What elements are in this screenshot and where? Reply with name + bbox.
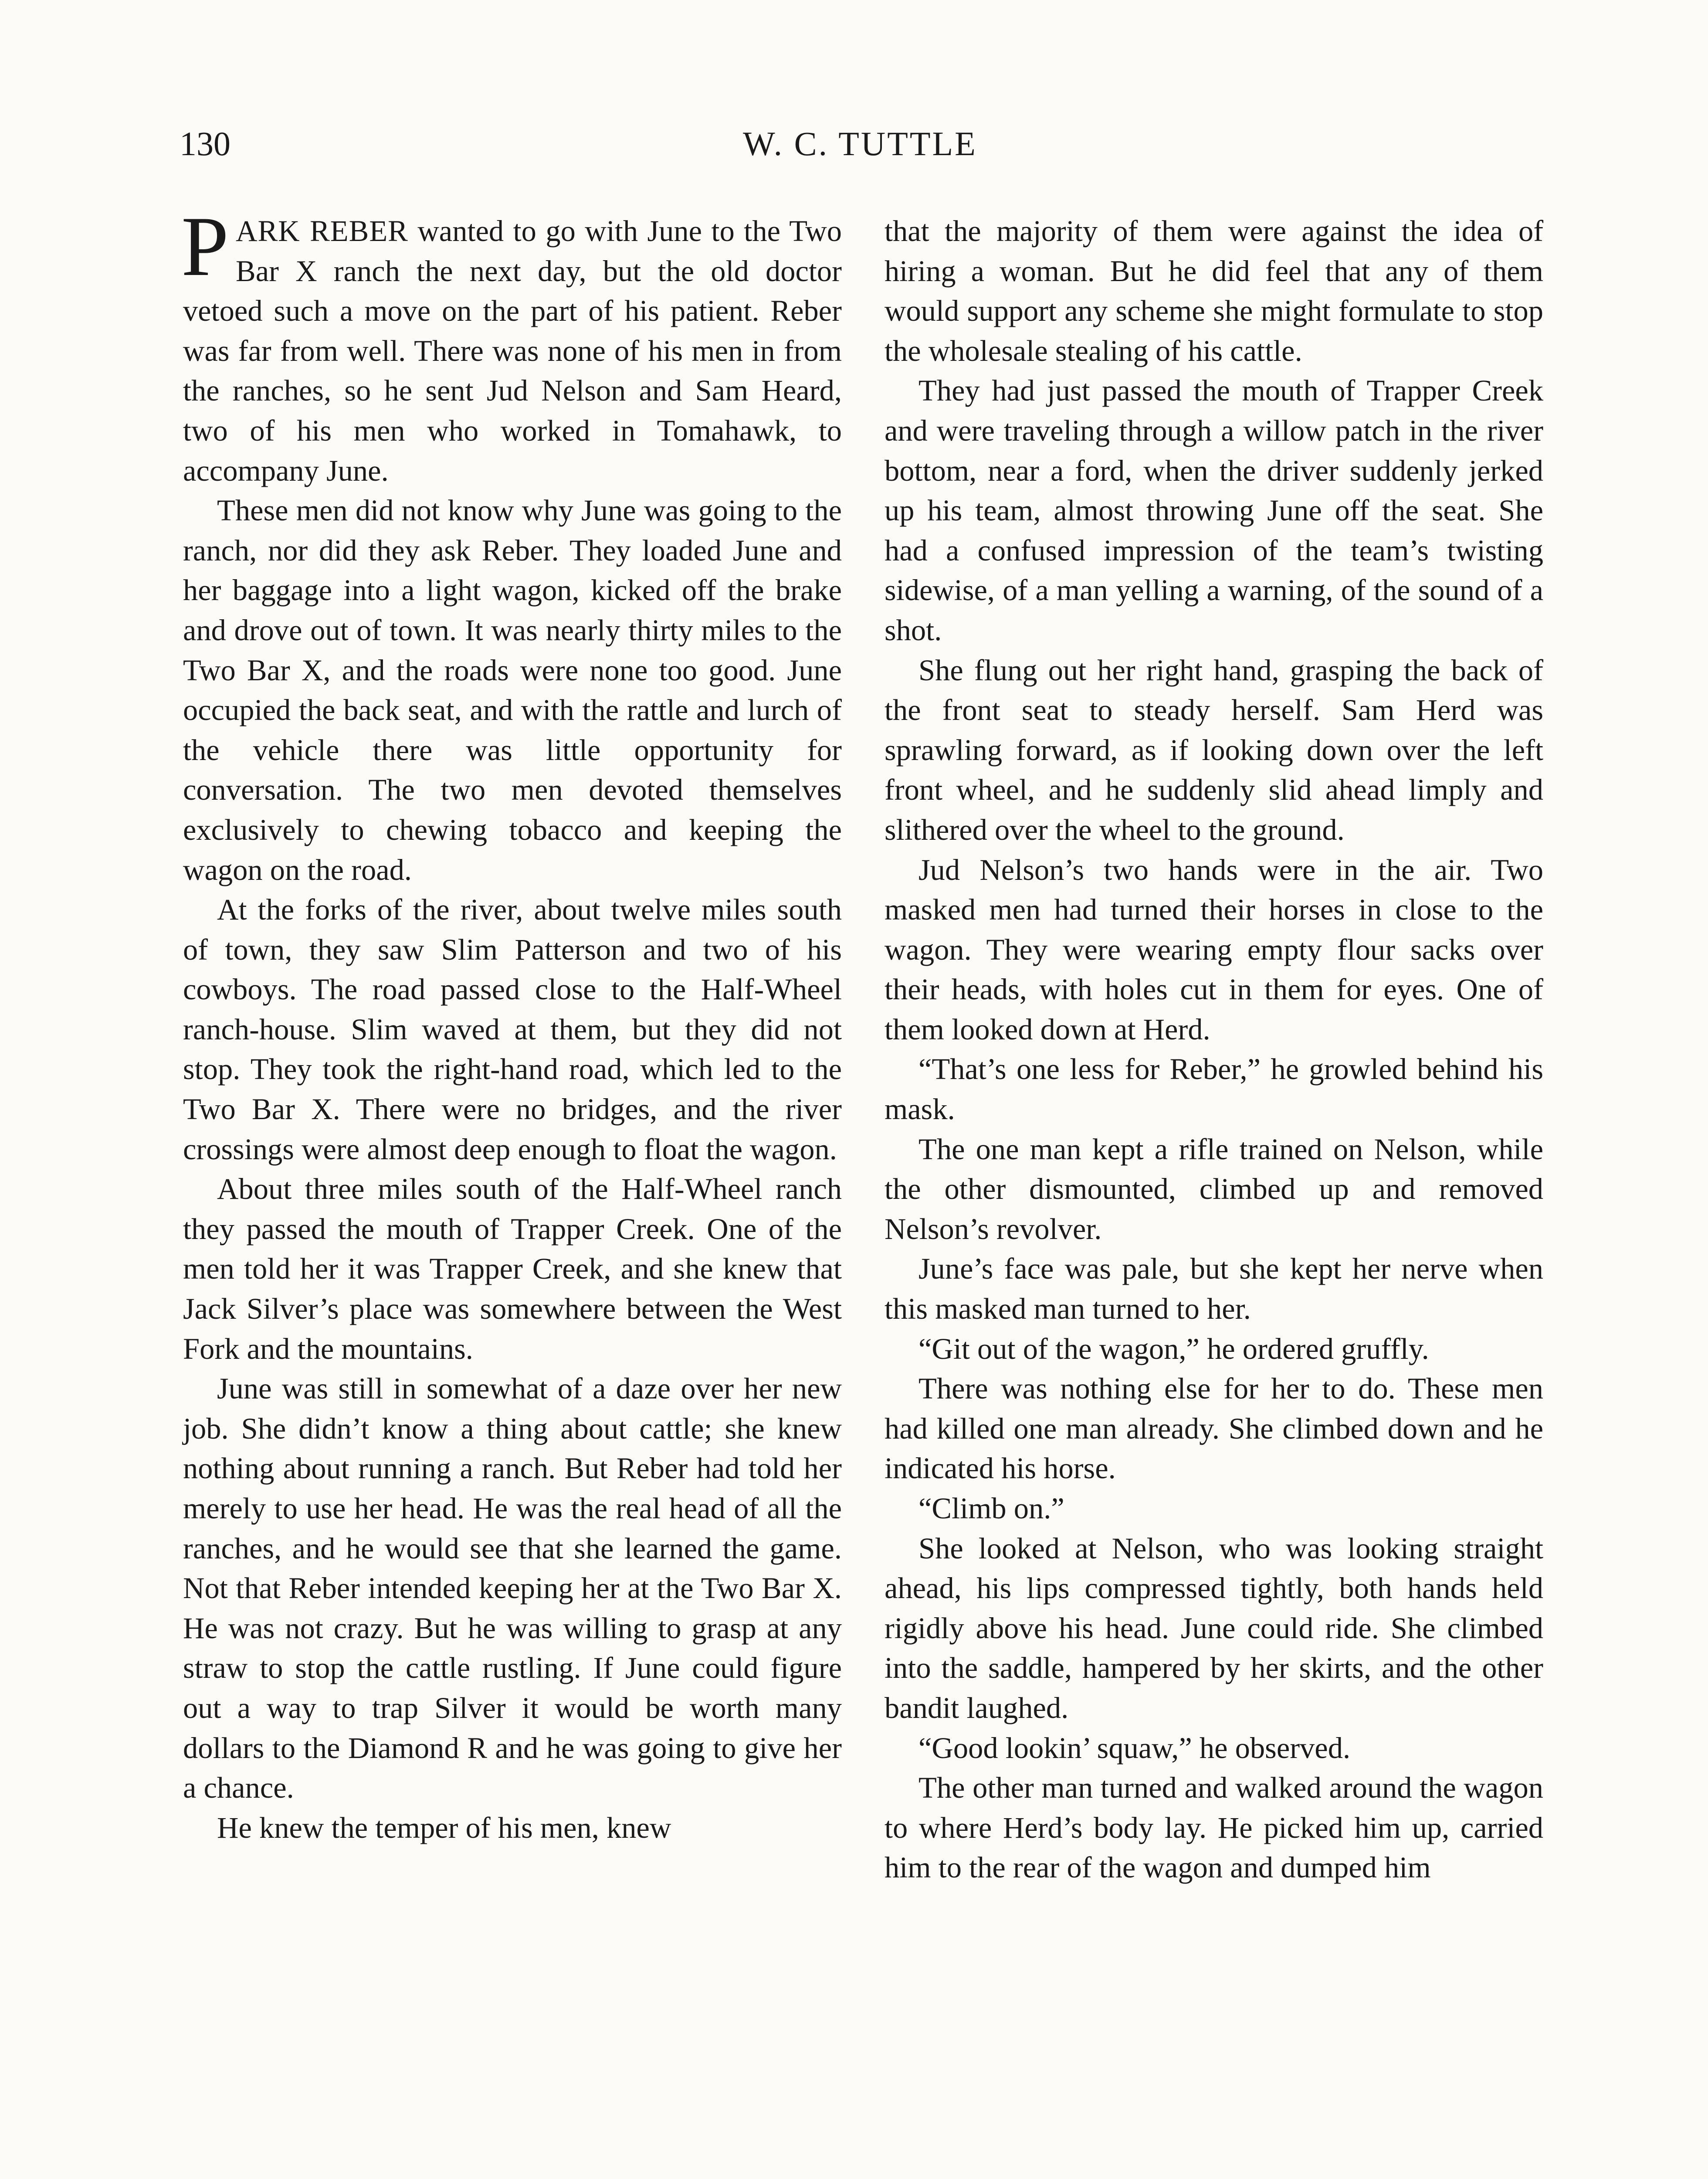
left-column (181, 199, 842, 1848)
paragraph: These men did not know why June was going to the ranch, nor did they ask Reber. They loaded June and her baggage into a light wagon, kicked off the brake and drove out of town. It was nearly thirty miles to the Two Bar X, and the roads were none too good. June occupied the back seat, and with the rattle and lurch of the vehicle there was little opportunity for conversation. The two men devoted themselves exclusively to chewing tobacco and keeping the wagon on the road. (183, 494, 842, 886)
paragraph: The one man kept a rifle trained on Nelson, while the other dismounted, climbed up and removed Nelson’s revolver. (884, 1132, 1543, 1246)
paragraph-continued: that the majority of them were against the idea of hiring a woman. But he did feel that any of them would support any scheme she might formulate to stop the wholesale stealing of his cattle. (884, 214, 1543, 367)
paragraph: “Git out of the wagon,” he ordered gruffly. (918, 1332, 1429, 1365)
page-header (180, 122, 1541, 174)
paragraph-text: wanted to go with June to the Two Bar X ranch the next day, but the old doctor vetoed such a move on the part of his patient. Reber was far from well. There was none of his men in from the ranches, so he sent Jud Nelson and Sam Heard, two of his men who worked in Tomahawk, to accompany June. (183, 214, 842, 487)
paragraph: June was still in somewhat of a daze over her new job. She didn’t know a thing about cattle; she knew nothing about running a ranch. But Reber had told her merely to use her head. He was the real head of all the ranches, and he would see that she learned the game. Not that Reber intended keeping her at the Two Bar X. He was not crazy. But he was willing to grasp at any straw to stop the cattle rustling. If June could figure out a way to trap Silver it would be worth many dollars to the Diamond R and he was going to give her a chance. (183, 1372, 842, 1805)
paragraph: She looked at Nelson, who was looking straight ahead, his lips compressed tightly, both hands held rigidly above his head. June could ride. She climbed into the saddle, hampered by her skirts, and the other bandit laughed. (884, 1531, 1543, 1724)
paragraph: Jud Nelson’s two hands were in the air. Two masked men had turned their horses in close to the wagon. They were wearing empty flour sacks over their heads, with holes cut in them for eyes. One of them looked down at Herd. (884, 853, 1543, 1046)
running-head-author: W. C. TUTTLE (743, 125, 977, 163)
paragraph: There was nothing else for her to do. These men had killed one man already. She climbed down and he indicated his horse. (884, 1372, 1543, 1485)
right-column (884, 211, 1543, 1888)
paragraph: About three miles south of the Half-Wheel ranch they passed the mouth of Trapper Creek. One of the men told her it was Trapper Creek, and she knew that Jack Silver’s place was somewhere between the West Fork and the mountains. (183, 1172, 842, 1365)
paragraph: They had just passed the mouth of Trapper Creek and were traveling through a willow patch in the river bottom, near a ford, when the driver suddenly jerked up his team, almost throwing June off the seat. She had a confused impression of the team’s twisting sidewise, of a man yelling a warning, of the sound of a shot. (884, 374, 1543, 647)
paragraph: June’s face was pale, but she kept her nerve when this masked man turned to her. (884, 1252, 1543, 1326)
paragraph: “That’s one less for Reber,” he growled behind his mask. (884, 1052, 1543, 1126)
paragraph: “Good lookin’ squaw,” he observed. (918, 1731, 1351, 1765)
paragraph: “Climb on.” (918, 1492, 1064, 1525)
drop-cap: P (181, 199, 229, 294)
paragraph: She flung out her right hand, grasping the back of the front seat to steady herself. Sam Herd was sprawling forward, as if looking down over the left front wheel, and he suddenly slid ahead limply and slithered over the wheel to the ground. (884, 653, 1543, 846)
paragraph: The other man turned and walked around the wagon to where Herd’s body lay. He picked him up, carried him to the rear of the wagon and dumped him (884, 1771, 1543, 1884)
page-number: 130 (180, 125, 230, 163)
lead-caps: ARK REBER (236, 214, 408, 248)
paragraph: He knew the temper of his men, knew (217, 1811, 671, 1844)
paragraph: At the forks of the river, about twelve miles south of town, they saw Slim Patterson and two of his cowboys. The road passed close to the Half-Wheel ranch-house. Slim waved at them, but they did not stop. They took the right-hand road, which led to the Two Bar X. There were no bridges, and the river crossings were almost deep enough to float the wagon. (183, 893, 842, 1166)
paragraph-opening (181, 199, 842, 491)
